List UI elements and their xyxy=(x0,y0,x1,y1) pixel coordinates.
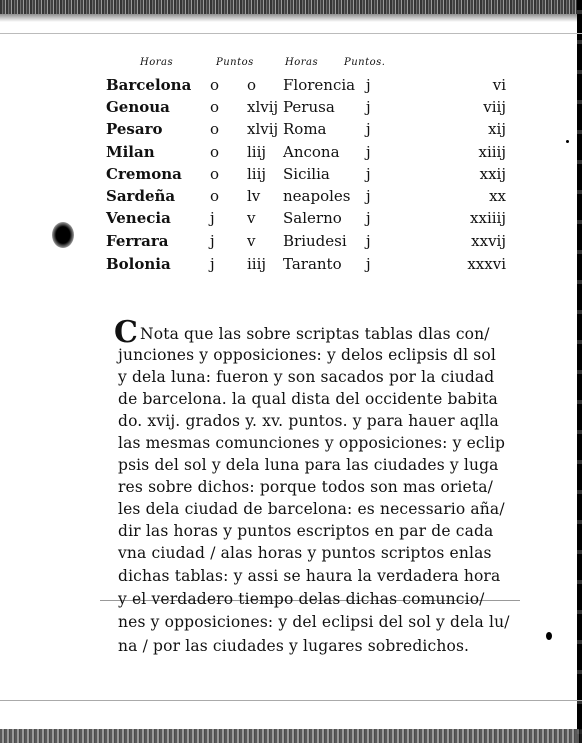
city-name: Milan xyxy=(106,143,155,161)
table-row xyxy=(0,75,582,95)
points-value: lv xyxy=(247,187,261,205)
hours-value: j xyxy=(366,76,371,94)
header-points-2: Puntos. xyxy=(344,57,386,68)
table-row xyxy=(0,208,582,228)
city-name: Ancona xyxy=(283,143,340,161)
points-value: xx xyxy=(489,187,506,205)
city-name: Sardeña xyxy=(106,187,176,205)
city-name: neapoles xyxy=(283,187,351,205)
rule-line xyxy=(0,700,582,701)
points-value: xiiij xyxy=(478,143,506,161)
hours-value: o xyxy=(210,143,220,161)
hours-value: j xyxy=(366,232,371,250)
text-line: de barcelona. la qual dista del occidente babita xyxy=(118,390,498,408)
table-row xyxy=(0,231,582,251)
points-value: xlvij xyxy=(247,120,279,138)
points-value: xxvij xyxy=(471,232,506,250)
hours-value: j xyxy=(210,255,215,273)
city-name: Sicilia xyxy=(283,165,330,183)
table-row xyxy=(0,119,582,139)
points-value: xlvij xyxy=(247,98,279,116)
header-hours-2: Horas xyxy=(285,57,319,68)
points-value: viij xyxy=(483,98,506,116)
hours-value: o xyxy=(210,120,220,138)
hours-value: j xyxy=(366,165,371,183)
text-line: Nota que las sobre scriptas tablas dlas con/ xyxy=(140,325,490,343)
points-value: xxxvi xyxy=(467,255,506,273)
text-line: na / por las ciudades y lugares sobredichos. xyxy=(118,637,470,655)
text-line: dir las horas y puntos escriptos en par de cada xyxy=(118,522,494,540)
text-line: do. xvij. grados y. xv. puntos. y para hauer aqlla xyxy=(118,412,499,430)
text-line: junciones y opposiciones: y delos eclipsis dl sol xyxy=(118,346,496,364)
table-row xyxy=(0,164,582,184)
city-name: Genoua xyxy=(106,98,170,116)
hours-value: j xyxy=(366,143,371,161)
points-value: xxiiij xyxy=(470,209,506,227)
hours-value: j xyxy=(366,98,371,116)
text-line: vna ciudad / alas horas y puntos scriptos enlas xyxy=(118,544,492,562)
hours-value: o xyxy=(210,165,220,183)
page-top-edge xyxy=(0,0,582,14)
points-value: v xyxy=(247,209,256,227)
ink-dot xyxy=(546,632,552,640)
points-value: o xyxy=(247,76,257,94)
page-top-shadow xyxy=(0,14,582,22)
text-line: y el verdadero tiempo delas dichas comuncio/ xyxy=(118,590,485,608)
points-value: liij xyxy=(247,143,267,161)
rule-line xyxy=(0,33,582,34)
city-name: Florencia xyxy=(283,76,356,94)
city-name: Pesaro xyxy=(106,120,163,138)
hours-value: j xyxy=(366,209,371,227)
hours-value: o xyxy=(210,98,220,116)
table-row xyxy=(0,254,582,274)
city-name: Taranto xyxy=(283,255,342,273)
city-name: Salerno xyxy=(283,209,342,227)
hours-value: j xyxy=(366,187,371,205)
hours-value: j xyxy=(210,232,215,250)
text-line: las mesmas comunciones y opposiciones: y eclip xyxy=(118,434,506,452)
hours-value: o xyxy=(210,187,220,205)
hours-value: j xyxy=(366,255,371,273)
table-row xyxy=(0,97,582,117)
city-name: Bolonia xyxy=(106,255,171,273)
hours-value: j xyxy=(366,120,371,138)
points-value: iiij xyxy=(247,255,267,273)
city-name: Barcelona xyxy=(106,76,192,94)
city-name: Venecia xyxy=(106,209,171,227)
text-line: dichas tablas: y assi se haura la verdadera hora xyxy=(118,567,501,585)
text-line: res sobre dichos: porque todos son mas orieta/ xyxy=(118,478,494,496)
points-value: xxij xyxy=(479,165,506,183)
paragraph-mark: C xyxy=(114,315,138,350)
city-name: Roma xyxy=(283,120,327,138)
header-points-1: Puntos xyxy=(216,57,254,68)
points-value: xij xyxy=(488,120,506,138)
text-line: nes y opposiciones: y del eclipsi del sol y dela lu/ xyxy=(118,613,510,631)
points-value: vi xyxy=(492,76,506,94)
points-value: liij xyxy=(247,165,267,183)
city-name: Briudesi xyxy=(283,232,347,250)
text-line: y dela luna: fueron y son sacados por la ciudad xyxy=(118,368,495,386)
hours-value: j xyxy=(210,209,215,227)
hours-value: o xyxy=(210,76,220,94)
page-bottom-edge xyxy=(0,729,582,743)
text-line: psis del sol y dela luna para las ciudades y luga xyxy=(118,456,499,474)
points-value: v xyxy=(247,232,256,250)
table-row xyxy=(0,142,582,162)
city-name: Perusa xyxy=(283,98,335,116)
table-row xyxy=(0,186,582,206)
city-name: Cremona xyxy=(106,165,182,183)
city-name: Ferrara xyxy=(106,232,169,250)
header-hours-1: Horas xyxy=(140,57,174,68)
text-line: les dela ciudad de barcelona: es necessario aña/ xyxy=(118,500,505,518)
